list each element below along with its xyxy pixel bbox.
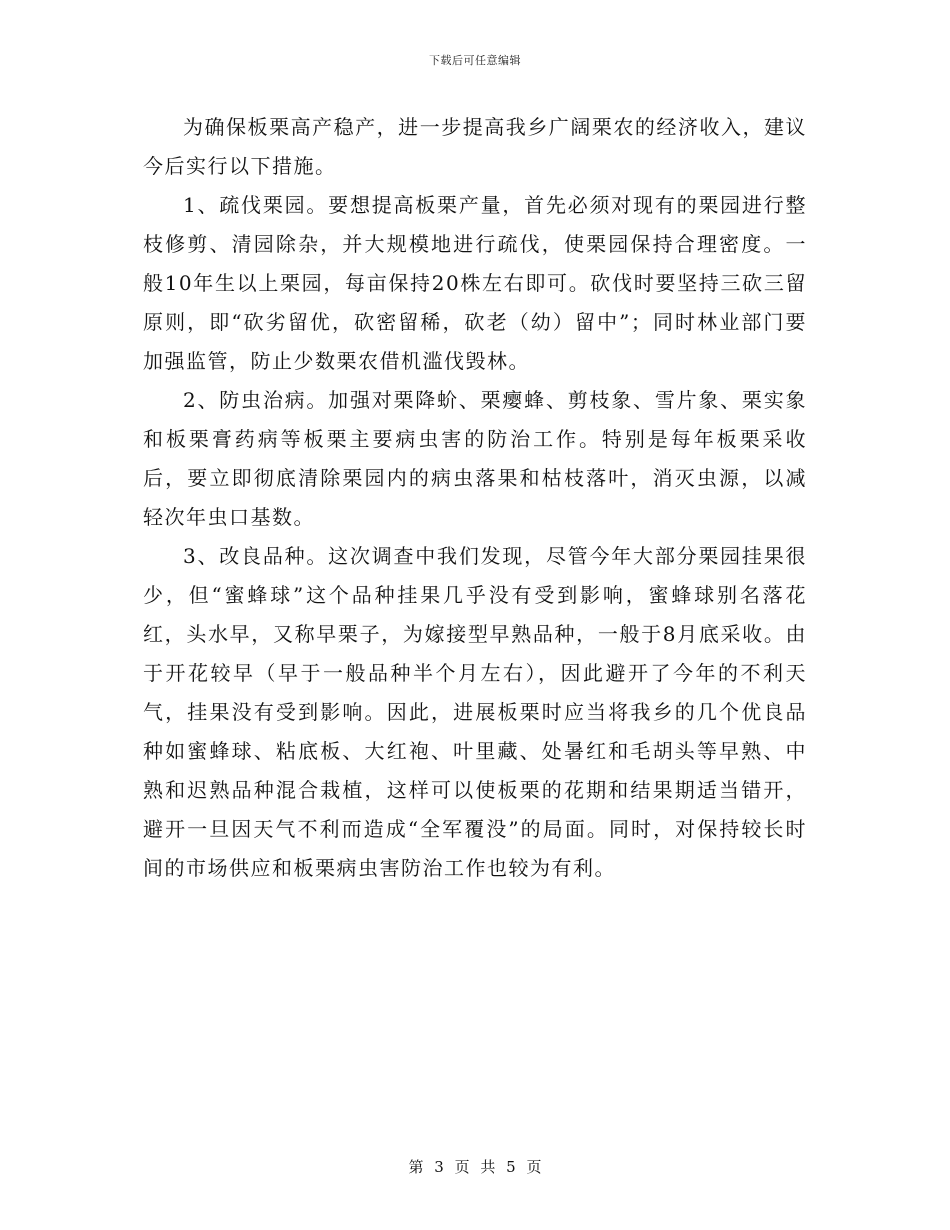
document-body — [143, 108, 807, 888]
paragraph-intro: 为确保板栗高产稳产，进一步提高我乡广阔栗农的经济收入，建议今后实行以下措施。 — [143, 115, 807, 178]
page-header: 下载后可任意编辑 — [429, 54, 521, 67]
paragraph-thinning: 1、疏伐栗园。要想提高板栗产量，首先必须对现有的栗园进行整枝修剪、清园除杂，并大规模地进行疏伐，使栗园保持合理密度。一般10年生以上栗园，每亩保持20株左右即可。砍伐时要坚持三砍三留原则，即“砍劣留优，砍密留稀，砍老（幼）留中”；同时林业部门要加强监管，防止少数栗农借机滥伐毁林。 — [143, 193, 807, 373]
paragraph-variety-improvement: 3、改良品种。这次调查中我们发现，尽管今年大部分栗园挂果很少，但“蜜蜂球”这个品种挂果几乎没有受到影响，蜜蜂球别名落花红，头水早，又称早栗子，为嫁接型早熟品种，一般于8月底采收。由于开花较早（早于一般品种半个月左右），因此避开了今年的不利天气，挂果没有受到影响。因此，进展板栗时应当将我乡的几个优良品种如蜜蜂球、粘底板、大红袍、叶里藏、处暑红和毛胡头等早熟、中熟和迟熟品种混合栽植，这样可以使板栗的花期和结果期适当错开，避开一旦因天气不利而造成“全军覆没”的局面。同时，对保持较长时间的市场供应和板栗病虫害防治工作也较为有利。 — [143, 544, 807, 880]
page-footer: 第 3 页 共 5 页 — [408, 1158, 542, 1176]
paragraph-pest-control: 2、防虫治病。加强对栗降蚧、栗瘿蜂、剪枝象、雪片象、栗实象和板栗膏药病等板栗主要病虫害的防治工作。特别是每年板栗采收后，要立即彻底清除栗园内的病虫落果和枯枝落叶，消灭虫源，以减轻次年虫口基数。 — [143, 388, 807, 529]
